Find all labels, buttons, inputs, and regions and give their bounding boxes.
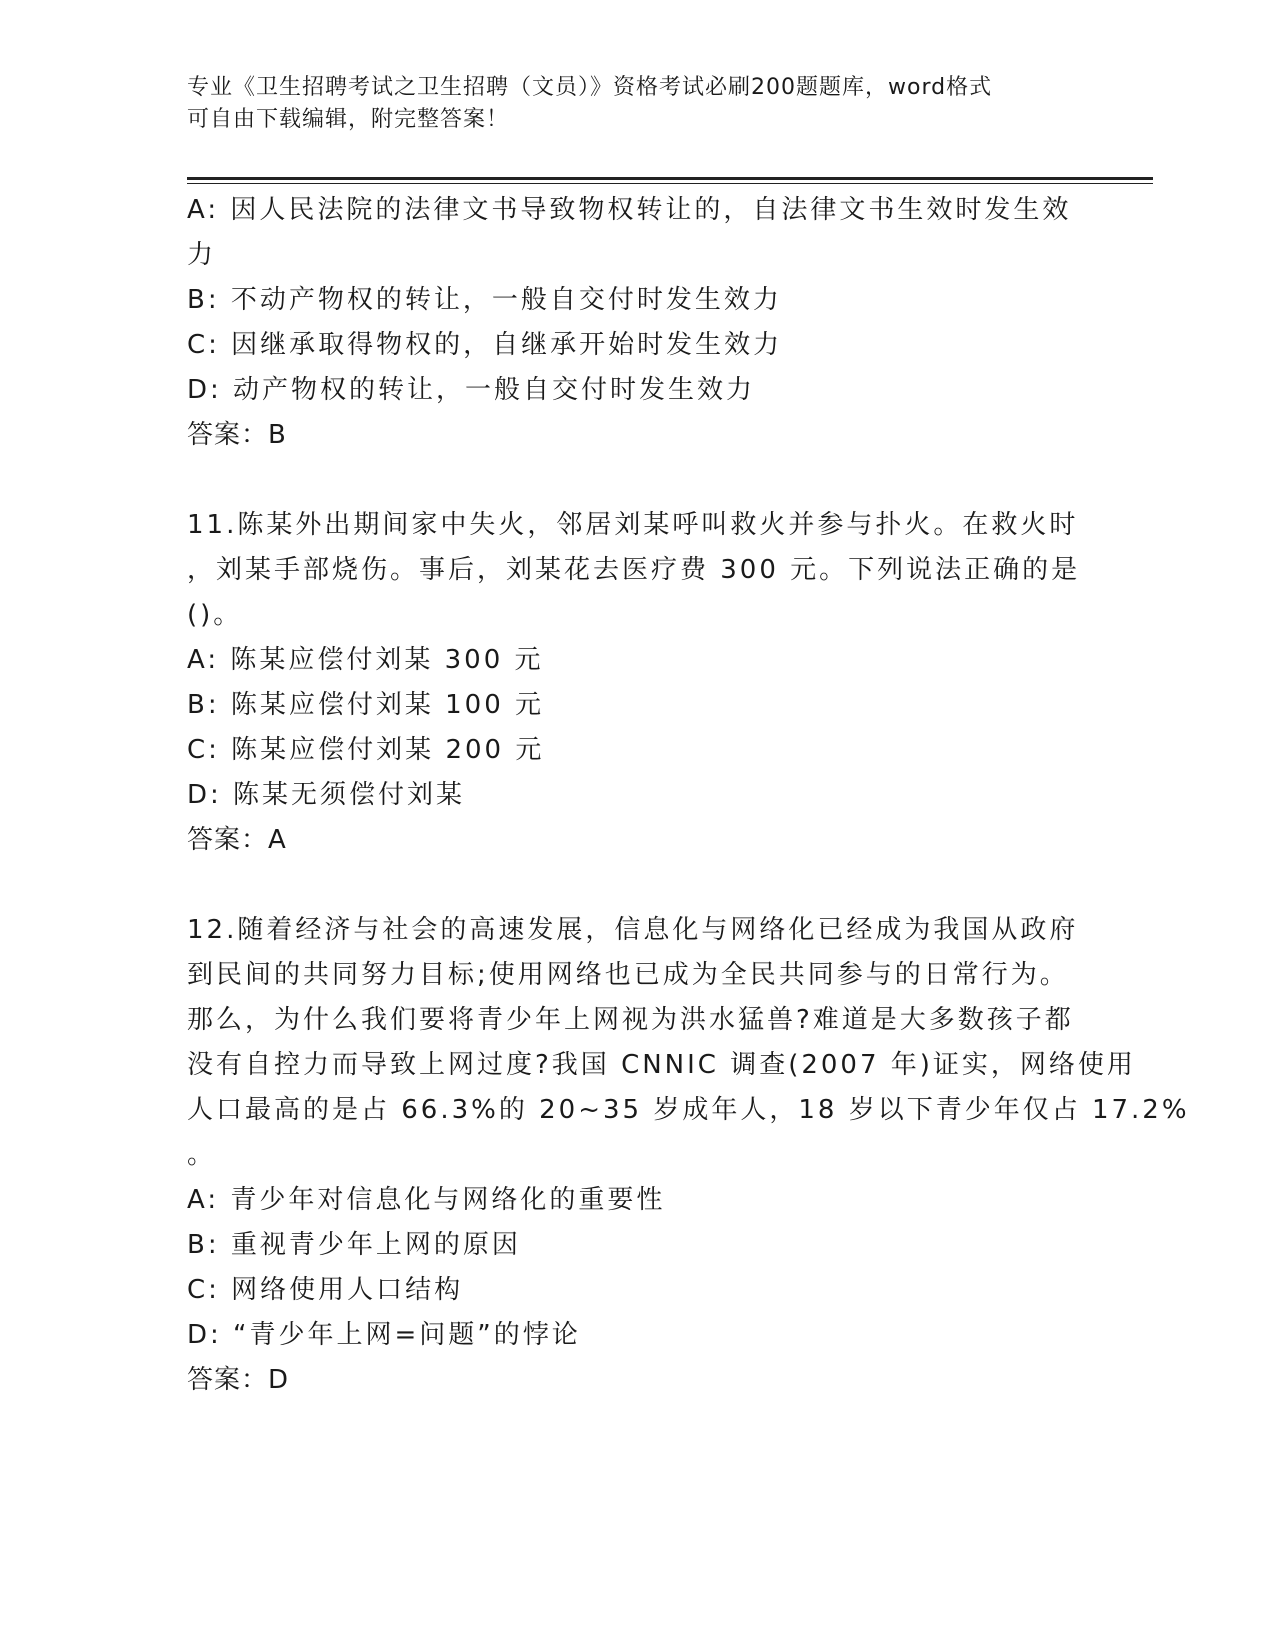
q12-option-c: C: 网络使用人口结构 [187, 1275, 464, 1305]
q12-stem-line-1: 12.随着经济与社会的高速发展，信息化与网络化已经成为我国从政府 [187, 915, 1079, 945]
header-rule-thick [187, 177, 1153, 180]
question-list [187, 188, 1190, 1403]
q11-stem-line-3: ()。 [187, 600, 243, 630]
q12-stem-line-3: 那么，为什么我们要将青少年上网视为洪水猛兽?难道是大多数孩子都 [187, 1005, 1074, 1035]
q10-option-c: C: 因继承取得物权的，自继承开始时发生效力 [187, 330, 783, 360]
q11-option-a: A: 陈某应偿付刘某 300 元 [187, 645, 544, 675]
q10-option-b: B: 不动产物权的转让，一般自交付时发生效力 [187, 285, 782, 315]
q10-answer: 答案：B [187, 420, 287, 450]
q12-stem-line-2: 到民间的共同努力目标;使用网络也已成为全民共同参与的日常行为。 [187, 960, 1069, 990]
spacer [187, 458, 1087, 503]
q11-option-d: D: 陈某无须偿付刘某 [187, 780, 466, 810]
q11-option-b: B: 陈某应偿付刘某 100 元 [187, 690, 545, 720]
q10-option-a-line-1: A: 因人民法院的法律文书导致物权转让的，自法律文书生效时发生效 [187, 195, 1072, 225]
q11-option-c: C: 陈某应偿付刘某 200 元 [187, 735, 545, 765]
q11-answer: 答案：A [187, 825, 287, 855]
q12-stem-line-4: 没有自控力而导致上网过度?我国 CNNIC 调查(2007 年)证实，网络使用 [187, 1050, 1136, 1080]
header-line-1: 专业《卫生招聘考试之卫生招聘（文员）》资格考试必刷200题题库，word格式 [187, 75, 993, 100]
q12-stem-line-6: 。 [187, 1140, 217, 1170]
q10-option-a-line-2: 力 [187, 240, 217, 270]
q12-stem-line-5: 人口最高的是占 66.3%的 20~35 岁成年人，18 岁以下青少年仅占 17.2% [187, 1095, 1190, 1125]
q12-answer: 答案：D [187, 1365, 290, 1395]
spacer [187, 863, 1087, 908]
document-header [187, 72, 1067, 136]
question-12-block [187, 908, 1190, 1403]
header-rule-thin [187, 183, 1153, 184]
q10-option-d: D: 动产物权的转让，一般自交付时发生效力 [187, 375, 756, 405]
q12-option-d: D: “青少年上网=问题”的悖论 [187, 1320, 581, 1350]
q12-option-b: B: 重视青少年上网的原因 [187, 1230, 521, 1260]
header-line-2: 可自由下载编辑，附完整答案！ [187, 107, 510, 132]
q11-stem-line-1: 11.陈某外出期间家中失火，邻居刘某呼叫救火并参与扑火。在救火时 [187, 510, 1079, 540]
q11-stem-line-2: ，刘某手部烧伤。事后，刘某花去医疗费 300 元。下列说法正确的是 [187, 555, 1081, 585]
question-11-block [187, 503, 1087, 863]
question-10-block [187, 188, 1087, 458]
q12-option-a: A: 青少年对信息化与网络化的重要性 [187, 1185, 666, 1215]
